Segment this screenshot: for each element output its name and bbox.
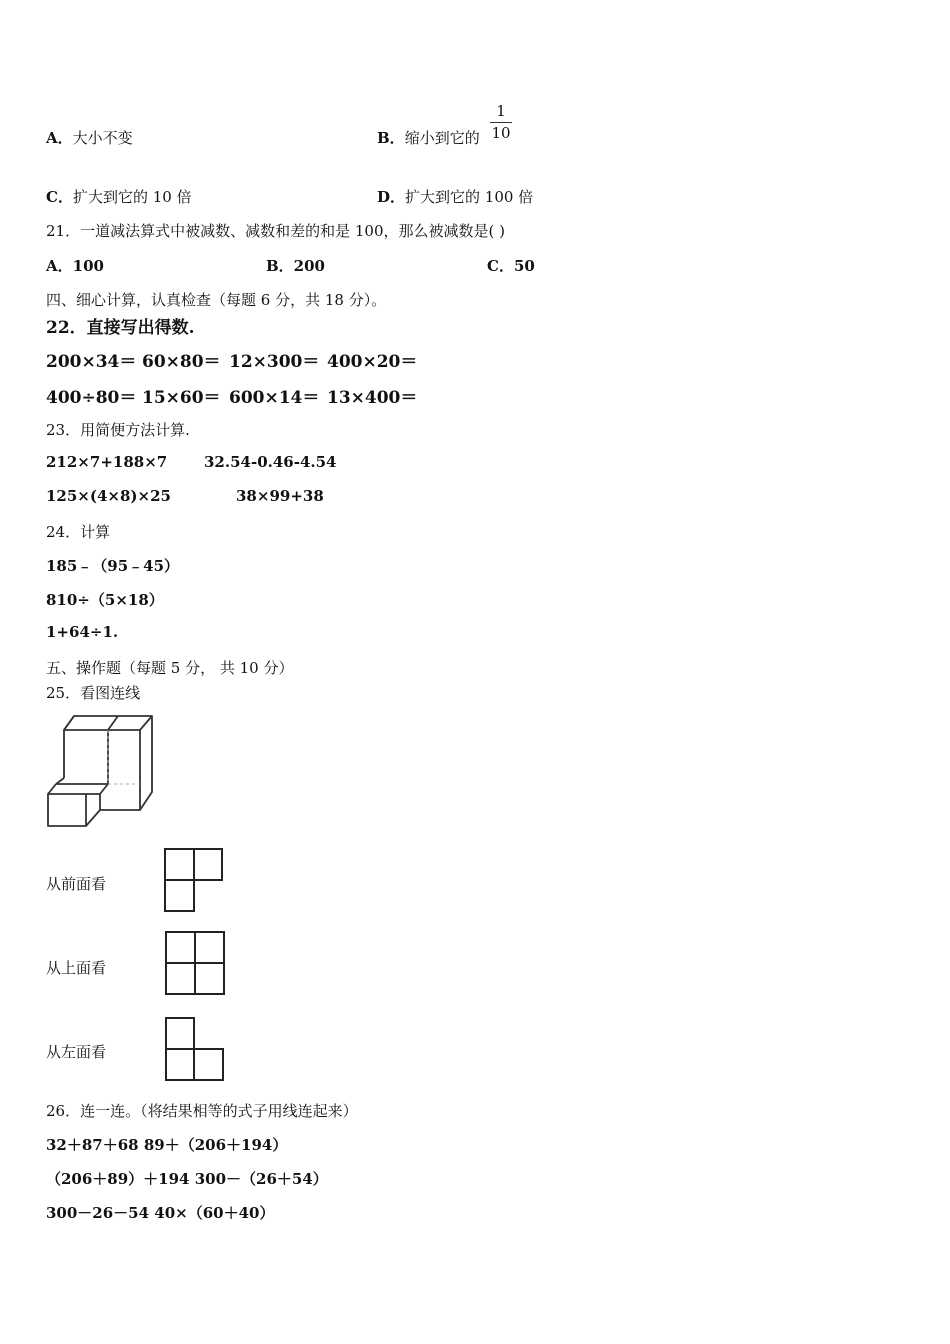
option-text: 大小不变 — [72, 129, 133, 147]
option-letter: C． — [46, 188, 73, 206]
option-letter: D． — [377, 188, 406, 206]
option-a — [46, 127, 133, 148]
q23-item: 212×7+188×7 — [46, 453, 168, 471]
q23-item: 38×99+38 — [236, 487, 324, 505]
question-22-title: 22．直接写出得数. — [46, 318, 195, 338]
question-21-stem: 21．一道减法算式中被减数、减数和差的和是 100，那么被减数是( ) — [46, 222, 505, 240]
section-4-heading: 四、细心计算，认真检查（每题 6 分，共 18 分）。 — [46, 291, 387, 309]
option-d — [377, 186, 533, 207]
view-shape-l-bottom — [163, 1015, 227, 1083]
option-text: 扩大到它的 10 倍 — [72, 188, 192, 206]
q26-row: 32＋87＋68 89＋（206＋194） — [46, 1136, 288, 1154]
q22-item: 12×300＝ — [229, 352, 320, 372]
q22-item: 15×60＝ — [142, 388, 221, 408]
fraction-denominator: 10 — [491, 124, 511, 142]
option-b — [377, 127, 480, 148]
q22-item: 60×80＝ — [142, 352, 221, 372]
q22-item: 400÷80＝ — [46, 388, 137, 408]
section-5-heading: 五、操作题（每题 5 分， 共 10 分） — [46, 659, 294, 677]
option-c — [46, 186, 192, 207]
q22-item: 13×400＝ — [327, 388, 418, 408]
q23-item: 32.54-0.46-4.54 — [204, 453, 337, 471]
question-23-title: 23．用简便方法计算. — [46, 421, 190, 439]
q24-item: 185﹣（95﹣45） — [46, 557, 180, 575]
q22-item: 200×34＝ — [46, 352, 137, 372]
q23-item: 125×(4×8)×25 — [46, 487, 171, 505]
view-shape-square-grid — [163, 929, 229, 999]
fraction-bar — [490, 122, 512, 123]
q24-item: 810÷（5×18） — [46, 591, 164, 609]
q21-option-c: C．50 — [487, 257, 535, 275]
q22-item: 600×14＝ — [229, 388, 320, 408]
q26-row: （206＋89）＋194 300－（26＋54） — [46, 1170, 328, 1188]
view-left-label: 从左面看 — [46, 1043, 107, 1061]
question-24-title: 24．计算 — [46, 523, 111, 541]
question-25-title: 25．看图连线 — [46, 684, 141, 702]
view-top-label: 从上面看 — [46, 959, 107, 977]
fraction-numerator: 1 — [496, 102, 506, 120]
option-text: 扩大到它的 100 倍 — [405, 188, 534, 206]
question-26-title: 26．连一连。（将结果相等的式子用线连起来） — [46, 1102, 358, 1120]
cube-solid-figure — [44, 712, 159, 832]
view-front-label: 从前面看 — [46, 875, 107, 893]
q26-row: 300－26－54 40×（60＋40） — [46, 1204, 275, 1222]
fraction-one-tenth — [490, 103, 512, 142]
option-letter: B． — [377, 129, 405, 147]
q24-item: 1+64÷1. — [46, 623, 119, 641]
option-letter: A． — [46, 129, 73, 147]
q21-option-a: A．100 — [46, 257, 104, 275]
q22-item: 400×20＝ — [327, 352, 418, 372]
option-text: 缩小到它的 — [404, 129, 480, 147]
q21-option-b: B．200 — [266, 257, 325, 275]
view-shape-l-top — [162, 846, 226, 914]
